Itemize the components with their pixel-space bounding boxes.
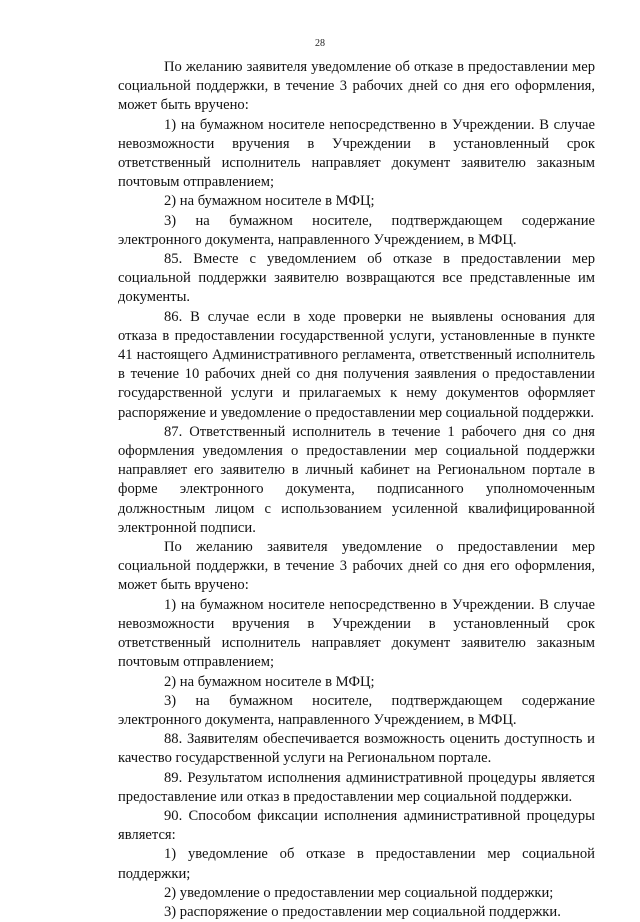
paragraph-89: 89. Результатом исполнения административной процедуры является предоставление или отказ в предоставлении мер социальной поддержки. bbox=[118, 769, 595, 805]
paragraph-85: 85. Вместе с уведомлением об отказе в предоставлении мер социальной поддержки заявителю возвращаются все представленные им документы. bbox=[118, 251, 595, 306]
paragraph-grant-item-1: 1) на бумажном носителе непосредственно в Учреждении. В случае невозможности вручения в Учреждении в установленный срок ответственный исполнитель направляет документ заявителю заказным почтовым отправлением; bbox=[118, 596, 595, 671]
page-number: 28 bbox=[315, 38, 325, 49]
paragraph-grant-item-3: 3) на бумажном носителе, подтверждающем содержание электронного документа, направленного Учреждением, в МФЦ. bbox=[118, 692, 595, 728]
paragraph-fixation-item-3: 3) распоряжение о предоставлении мер социальной поддержки. bbox=[164, 903, 561, 920]
paragraph-intro-refusal-delivery: По желанию заявителя уведомление об отказе в предоставлении мер социальной поддержки, в течение 3 рабочих дней со дня его оформления, может быть вручено: bbox=[118, 59, 595, 114]
paragraph-86: 86. В случае если в ходе проверки не выявлены основания для отказа в предоставлении государственной услуги, установленные в пункте 41 настоящего Административного регламента, ответственный исполнитель в течение 10 рабочих дней со дня получения заявления о предоставлении государственной услуги и прилагаемых к нему документов оформляет распоряжение и уведомление о предоставлении мер социальной поддержки. bbox=[118, 308, 595, 421]
paragraph-refusal-item-1: 1) на бумажном носителе непосредственно в Учреждении. В случае невозможности вручения в Учреждении в установленный срок ответственный исполнитель направляет документ заявителю заказным почтовым отправлением; bbox=[118, 116, 595, 191]
paragraph-refusal-item-2: 2) на бумажном носителе в МФЦ; bbox=[164, 193, 375, 210]
paragraph-90: 90. Способом фиксации исполнения административной процедуры является: bbox=[118, 807, 595, 844]
paragraph-88: 88. Заявителям обеспечивается возможность оценить доступность и качество государственной услуги на Региональном портале. bbox=[118, 731, 595, 767]
paragraph-intro-grant-delivery: По желанию заявителя уведомление о предоставлении мер социальной поддержки, в течение 3 рабочих дней со дня его оформления, может быть вручено: bbox=[118, 539, 595, 594]
paragraph-refusal-item-3: 3) на бумажном носителе, подтверждающем содержание электронного документа, направленного Учреждением, в МФЦ. bbox=[118, 212, 595, 248]
paragraph-87: 87. Ответственный исполнитель в течение 1 рабочего дня со дня оформления уведомления о предоставлении мер социальной поддержки направляет его заявителю в личный кабинет на Региональном портале в форме электронного документа, подписанного уполномоченным должностным лицом с использованием усиленной квалифицированной электронной подписи. bbox=[118, 423, 595, 536]
paragraph-fixation-item-2: 2) уведомление о предоставлении мер социальной поддержки; bbox=[164, 884, 554, 901]
paragraph-fixation-item-1: 1) уведомление об отказе в предоставлении мер социальной поддержки; bbox=[118, 846, 595, 882]
document-body bbox=[118, 58, 595, 922]
paragraph-grant-item-2: 2) на бумажном носителе в МФЦ; bbox=[164, 673, 375, 690]
